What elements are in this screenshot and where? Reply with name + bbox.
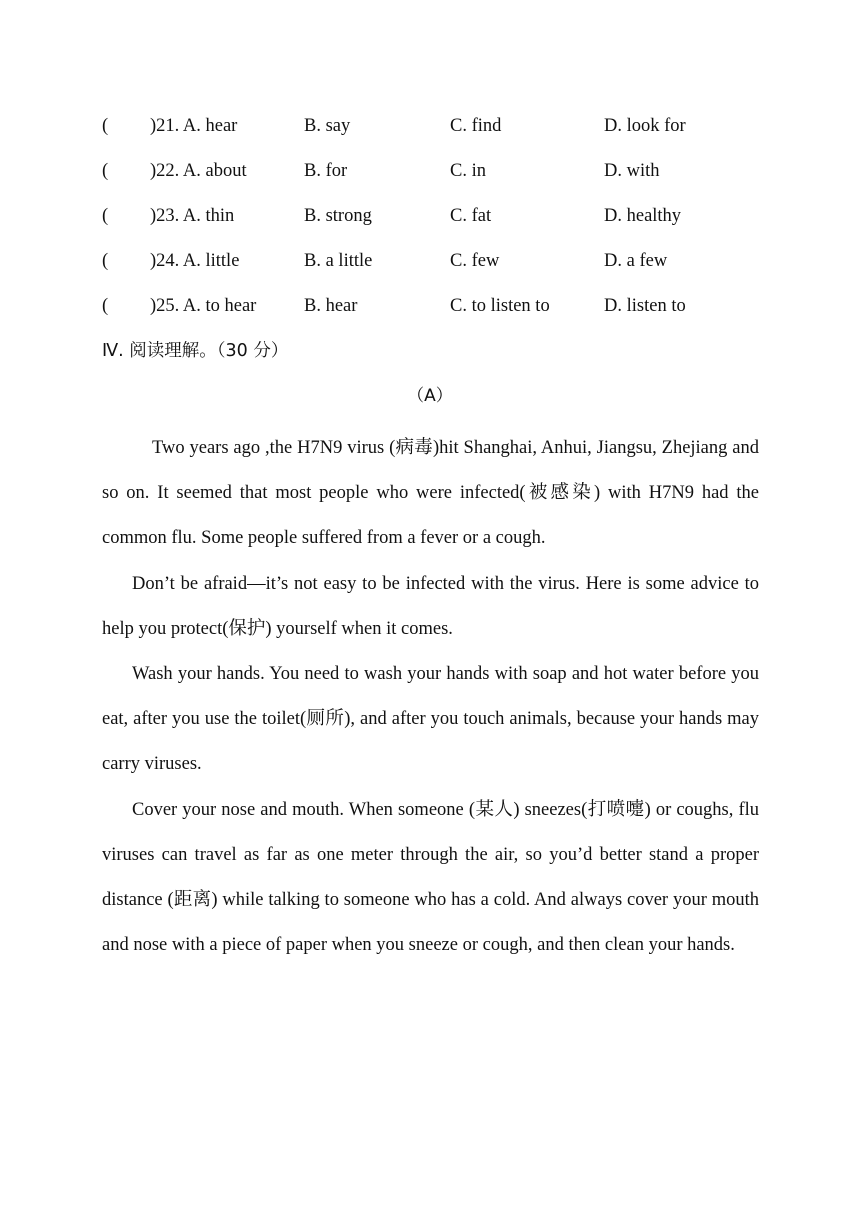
option-d: D. listen to <box>604 296 686 316</box>
option-b: B. for <box>304 161 348 181</box>
question-row-24 <box>102 246 762 291</box>
option-d: D. healthy <box>604 206 682 226</box>
question-number-option-a: )21. A. hear <box>150 116 238 136</box>
option-c: C. find <box>450 116 502 136</box>
question-number-option-a: )25. A. to hear <box>150 296 257 316</box>
passage-paragraph-3: Wash your hands. You need to wash your hands with soap and hot water before you eat, after you use the toilet(厕所), and after you touch animals, because your hands may carry viruses. <box>102 664 759 775</box>
option-d: D. with <box>604 161 660 181</box>
question-row-25 <box>102 291 762 336</box>
option-b: B. a little <box>304 251 373 271</box>
question-number-option-a: )22. A. about <box>150 161 247 181</box>
answer-blank-paren: ( <box>102 296 109 316</box>
multiple-choice-list <box>102 111 762 336</box>
passage-label: （A） <box>407 386 453 406</box>
option-c: C. to listen to <box>450 296 550 316</box>
question-row-22 <box>102 156 762 201</box>
option-b: B. hear <box>304 296 358 316</box>
question-row-23 <box>102 201 762 246</box>
question-number-option-a: )24. A. little <box>150 251 240 271</box>
question-number-option-a: )23. A. thin <box>150 206 235 226</box>
answer-blank-paren: ( <box>102 116 109 136</box>
option-c: C. few <box>450 251 500 271</box>
option-d: D. look for <box>604 116 686 136</box>
passage-paragraph-4: Cover your nose and mouth. When someone (某人) sneezes(打喷嚏) or coughs, flu viruses can travel as far as one meter through the air, so you’d better stand a proper distance (距离) while talking to someone who has a cold. And always cover your mouth and nose with a piece of paper when you sneeze or cough, and then clean your hands. <box>102 799 759 956</box>
option-d: D. a few <box>604 251 668 271</box>
answer-blank-paren: ( <box>102 251 109 271</box>
option-c: C. fat <box>450 206 492 226</box>
option-c: C. in <box>450 161 486 181</box>
question-row-21 <box>102 111 762 156</box>
passage-paragraph-2: Don’t be afraid—it’s not easy to be infected with the virus. Here is some advice to help you protect(保护) yourself when it comes. <box>102 573 759 639</box>
answer-blank-paren: ( <box>102 206 109 226</box>
passage-paragraph-1: Two years ago ,the H7N9 virus (病毒)hit Shanghai, Anhui, Jiangsu, Zhejiang and so on. It seemed that most people who were infected(被感染) with H7N9 had the common flu. Some people suffered from a fever or a cough. <box>102 438 759 549</box>
reading-passage <box>102 426 759 968</box>
answer-blank-paren: ( <box>102 161 109 181</box>
option-b: B. strong <box>304 206 372 226</box>
section-heading: Ⅳ. 阅读理解。（30 分） <box>102 341 289 361</box>
option-b: B. say <box>304 116 351 136</box>
